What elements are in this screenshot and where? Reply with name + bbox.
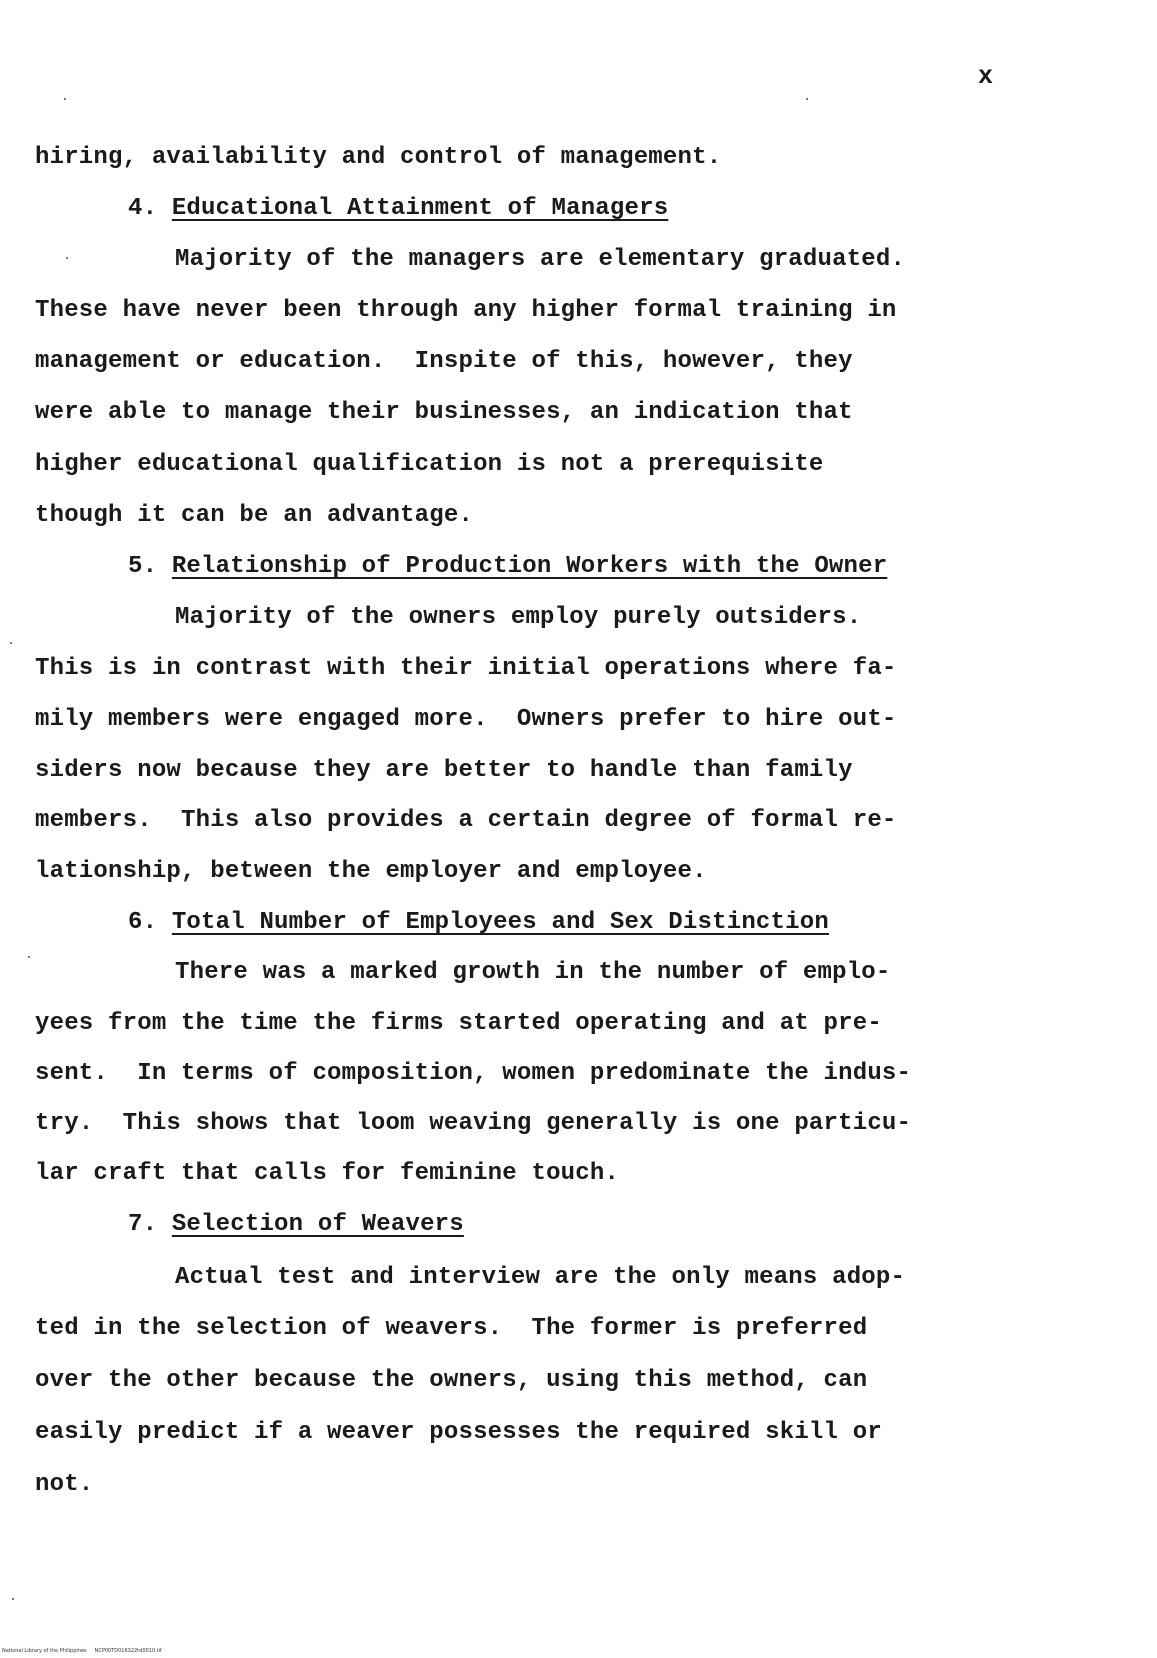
paragraph-first-line: There was a marked growth in the number of emplo- — [175, 959, 891, 986]
paragraph-first-line: Majority of the owners employ purely outsiders. — [175, 604, 862, 631]
paragraph-first-line: Actual test and interview are the only means adop- — [175, 1264, 906, 1291]
body-line: over the other because the owners, using this method, can — [35, 1367, 868, 1394]
body-line: yees from the time the firms started operating and at pre- — [35, 1010, 882, 1037]
scan-speck — [28, 956, 30, 958]
heading-number: 5. — [128, 553, 158, 580]
body-line: management or education. Inspite of this, however, they — [35, 348, 853, 375]
heading-title: Relationship of Production Workers with the Owner — [171, 553, 888, 580]
heading-number: 6. — [128, 909, 158, 936]
heading-number: 7. — [128, 1211, 158, 1238]
body-line: members. This also provides a certain degree of formal re- — [35, 807, 897, 834]
section-heading-4 — [128, 194, 668, 224]
page-number: x — [978, 62, 994, 91]
heading-title: Selection of Weavers — [171, 1211, 464, 1238]
section-heading-6 — [128, 908, 829, 938]
body-line: easily predict if a weaver possesses the required skill or — [35, 1419, 882, 1446]
body-line: try. This shows that loom weaving generally is one particu- — [35, 1110, 912, 1137]
scan-speck — [10, 642, 12, 644]
scan-footer: National Library of the Philippines NCP00TD016322td0010.tif — [2, 1648, 162, 1654]
heading-title: Educational Attainment of Managers — [171, 195, 669, 222]
body-line: higher educational qualification is not a prerequisite — [35, 451, 824, 478]
scan-speck — [64, 98, 66, 100]
body-line: lationship, between the employer and employee. — [35, 858, 707, 885]
body-line: mily members were engaged more. Owners prefer to hire out- — [35, 706, 897, 733]
heading-number: 4. — [128, 195, 158, 222]
scan-speck — [12, 1598, 14, 1600]
body-line: sent. In terms of composition, women predominate the indus- — [35, 1060, 912, 1087]
body-line: were able to manage their businesses, an indication that — [35, 399, 853, 426]
body-line: lar craft that calls for feminine touch. — [35, 1160, 620, 1187]
scan-speck — [806, 98, 808, 100]
section-heading-7 — [128, 1210, 464, 1240]
body-line: not. — [35, 1471, 94, 1498]
body-line: ted in the selection of weavers. The former is preferred — [35, 1315, 868, 1342]
heading-title: Total Number of Employees and Sex Distinction — [171, 909, 829, 936]
paragraph-first-line: Majority of the managers are elementary graduated. — [175, 246, 906, 273]
body-line: siders now because they are better to handle than family — [35, 757, 853, 784]
body-line: though it can be an advantage. — [35, 502, 474, 529]
section-heading-5 — [128, 552, 887, 582]
body-line: This is in contrast with their initial operations where fa- — [35, 655, 897, 682]
body-line: These have never been through any higher formal training in — [35, 297, 897, 324]
scan-speck — [66, 257, 68, 259]
body-line: hiring, availability and control of management. — [35, 144, 722, 171]
